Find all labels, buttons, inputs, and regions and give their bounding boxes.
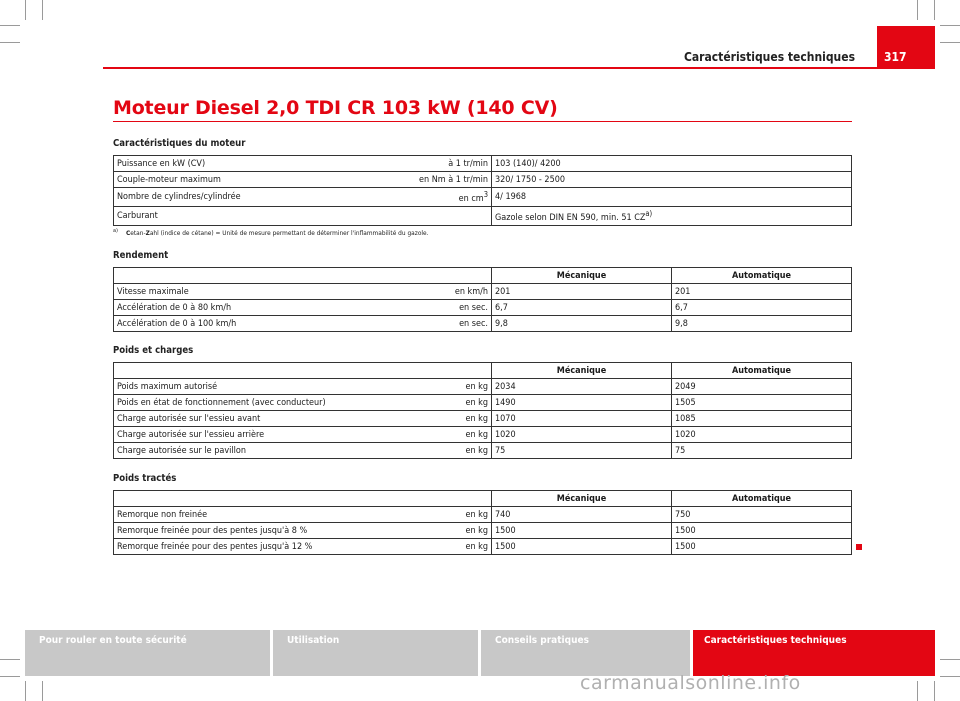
row-label: Charge autorisée sur l'essieu avant [114, 411, 386, 427]
section-heading-performance: Rendement [113, 250, 169, 261]
row-value: 4/ 1968 [492, 188, 852, 207]
row-value-mechanical: 201 [492, 284, 672, 300]
table-row [114, 379, 852, 395]
crop-mark [42, 681, 43, 701]
crop-mark [25, 681, 26, 701]
row-value-automatic: 2049 [672, 379, 852, 395]
footnote-bold-z: Z [145, 229, 150, 238]
footnote-bold-c: C [125, 229, 131, 238]
row-unit: en kg [385, 539, 492, 555]
row-unit: en km/h [385, 284, 492, 300]
row-value: 320/ 1750 - 2500 [492, 172, 852, 188]
section-heading-weights: Poids et charges [113, 345, 194, 356]
row-label: Accélération de 0 à 80 km/h [114, 300, 386, 316]
table-row [114, 207, 852, 226]
row-label: Couple-moteur maximum [114, 172, 386, 188]
page-title: Moteur Diesel 2,0 TDI CR 103 kW (140 CV) [113, 97, 558, 119]
row-value-mechanical: 75 [492, 443, 672, 459]
page-number: 317 [877, 26, 935, 69]
row-unit: en sec. [385, 316, 492, 332]
crop-mark [934, 0, 935, 20]
row-value-automatic: 1500 [672, 539, 852, 555]
row-unit: à 1 tr/min [385, 156, 492, 172]
table-row [114, 156, 852, 172]
end-of-section-marker [856, 544, 862, 550]
row-label: Remorque freinée pour des pentes jusqu'à 8 % [114, 523, 386, 539]
crop-mark [917, 0, 918, 20]
row-value-mechanical: 1500 [492, 539, 672, 555]
towing-table [113, 490, 852, 555]
column-header: Automatique [672, 363, 852, 379]
engine-table [113, 155, 852, 226]
crop-mark [42, 0, 43, 20]
value-text: Gazole selon DIN EN 590, min. 51 CZ [495, 213, 646, 223]
row-label: Charge autorisée sur l'essieu arrière [114, 427, 386, 443]
row-value-mechanical: 9,8 [492, 316, 672, 332]
footer-tab-safety[interactable]: Pour rouler en toute sécurité [25, 630, 270, 676]
row-label: Remorque freinée pour des pentes jusqu'à 12 % [114, 539, 386, 555]
row-unit: en kg [385, 395, 492, 411]
crop-mark [940, 25, 960, 26]
table-row [114, 300, 852, 316]
row-value-mechanical: 1020 [492, 427, 672, 443]
row-label: Carburant [114, 207, 386, 226]
crop-mark [917, 681, 918, 701]
crop-mark [0, 659, 20, 660]
column-header: Mécanique [492, 268, 672, 284]
unit-text: en cm [458, 194, 484, 204]
table-row [114, 395, 852, 411]
table-row [114, 172, 852, 188]
row-unit [385, 207, 492, 226]
row-unit: en kg [385, 523, 492, 539]
row-label: Accélération de 0 à 100 km/h [114, 316, 386, 332]
row-label: Poids en état de fonctionnement (avec conducteur) [114, 395, 386, 411]
column-header: Automatique [672, 491, 852, 507]
row-value: 103 (140)/ 4200 [492, 156, 852, 172]
row-value-mechanical: 740 [492, 507, 672, 523]
performance-table [113, 267, 852, 332]
row-value-automatic: 6,7 [672, 300, 852, 316]
footer-tab-usage[interactable]: Utilisation [273, 630, 478, 676]
row-label: Poids maximum autorisé [114, 379, 386, 395]
footnote-text: ahl (indice de cétane) = Unité de mesure permettant de déterminer l'inflammabilité du gazole. [149, 229, 429, 238]
row-value-mechanical: 6,7 [492, 300, 672, 316]
row-unit: en kg [385, 411, 492, 427]
row-value-mechanical: 1070 [492, 411, 672, 427]
section-heading-engine: Caractéristiques du moteur [113, 138, 246, 149]
section-heading-towing: Poids tractés [113, 473, 177, 484]
column-header: Mécanique [492, 491, 672, 507]
table-row [114, 539, 852, 555]
column-header: Automatique [672, 268, 852, 284]
table-header-row [114, 268, 852, 284]
table-row [114, 316, 852, 332]
row-unit: en Nm à 1 tr/min [385, 172, 492, 188]
column-header: Mécanique [492, 363, 672, 379]
row-value-automatic: 1085 [672, 411, 852, 427]
header-blank [114, 268, 492, 284]
row-unit: en kg [385, 379, 492, 395]
footnote-ref: a) [645, 209, 653, 218]
row-unit: en kg [385, 427, 492, 443]
row-label: Nombre de cylindres/cylindrée [114, 188, 386, 207]
footer-tab-practical-tips[interactable]: Conseils pratiques [481, 630, 690, 676]
running-header: Caractéristiques techniques [683, 50, 855, 64]
row-unit [385, 188, 492, 207]
watermark: carmanualsonline.info [580, 672, 801, 694]
row-label: Remorque non freinée [114, 507, 386, 523]
row-label: Charge autorisée sur le pavillon [114, 443, 386, 459]
title-rule [113, 121, 852, 122]
footer-tab-technical-data[interactable]: Caractéristiques techniques [693, 630, 935, 676]
row-value [492, 207, 852, 226]
crop-mark [940, 42, 960, 43]
row-label: Puissance en kW (CV) [114, 156, 386, 172]
header-rule [103, 67, 935, 69]
row-value-automatic: 1500 [672, 523, 852, 539]
header-blank [114, 363, 492, 379]
crop-mark [0, 676, 20, 677]
unit-superscript: 3 [483, 190, 488, 199]
footnote-mark: a) [113, 228, 118, 234]
table-row [114, 523, 852, 539]
row-value-automatic: 750 [672, 507, 852, 523]
table-header-row [114, 363, 852, 379]
table-row [114, 188, 852, 207]
row-unit: en sec. [385, 300, 492, 316]
crop-mark [0, 42, 20, 43]
table-row [114, 443, 852, 459]
crop-mark [0, 25, 20, 26]
footnote [113, 228, 428, 237]
row-value-automatic: 1020 [672, 427, 852, 443]
row-value-automatic: 9,8 [672, 316, 852, 332]
row-unit: en kg [385, 443, 492, 459]
row-label: Vitesse maximale [114, 284, 386, 300]
weights-table [113, 362, 852, 459]
footnote-text: etan- [130, 229, 146, 238]
crop-mark [940, 659, 960, 660]
table-header-row [114, 491, 852, 507]
table-row [114, 411, 852, 427]
row-value-mechanical: 1490 [492, 395, 672, 411]
header-blank [114, 491, 492, 507]
row-value-mechanical: 2034 [492, 379, 672, 395]
row-value-automatic: 201 [672, 284, 852, 300]
table-row [114, 284, 852, 300]
table-row [114, 427, 852, 443]
row-value-automatic: 1505 [672, 395, 852, 411]
row-value-automatic: 75 [672, 443, 852, 459]
crop-mark [25, 0, 26, 20]
crop-mark [940, 676, 960, 677]
crop-mark [934, 681, 935, 701]
row-unit: en kg [385, 507, 492, 523]
table-row [114, 507, 852, 523]
row-value-mechanical: 1500 [492, 523, 672, 539]
